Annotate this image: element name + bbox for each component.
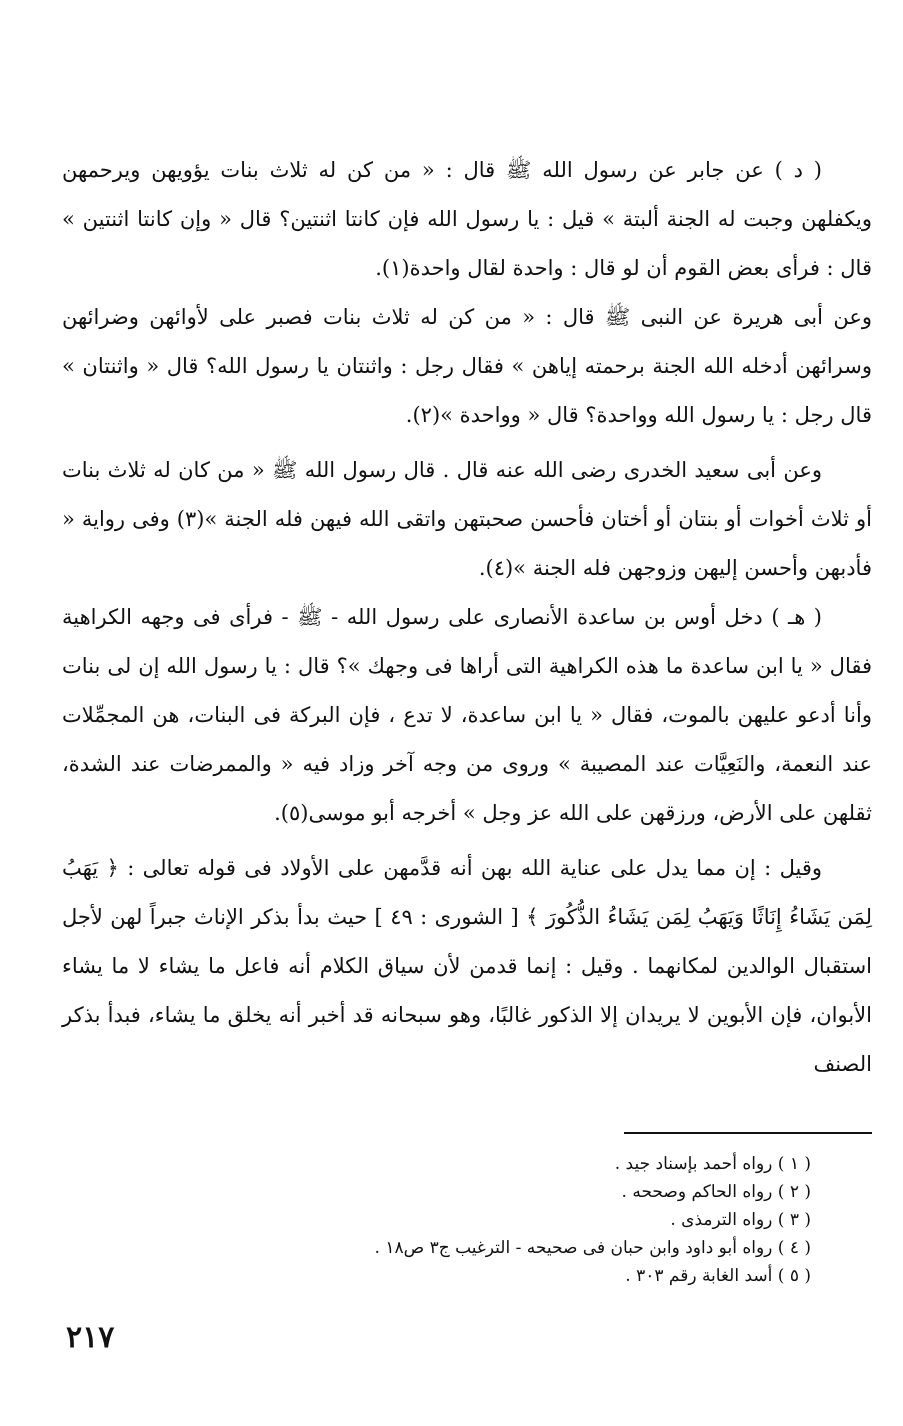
footnotes-list [251, 1150, 811, 1290]
paragraph-abu-said-hadith: وعن أبى سعيد الخدرى رضى الله عنه قال . قال رسول الله ﷺ « من كان له ثلاث بنات أو ثلاث أخوات أو بنتان أو أختان فأحسن صحبتهن واتقى الله فيهن فله الجنة »(٣) وفى رواية « فأدبهن وأحسن إليهن وزوجهن فله الجنة »(٤). [62, 458, 872, 580]
page-number: ٢١٧ [66, 1320, 115, 1355]
main-text [62, 146, 872, 1089]
paragraph-quran-commentary: وقيل : إن مما يدل على عناية الله بهن أنه قدَّمهن على الأولاد فى قوله تعالى : ﴿ يَهَبُ لِمَن يَشَاءُ إِنَاثًا وَيَهَبُ لِمَن يَشَاءُ الذُّكُورَ ﴾ [ الشورى : ٤٩ ] حيث بدأ بذكر الإناث جبراً لهن لأجل استقبال الوالدين لمكانهما . وقيل : إنما قدمن لأن سياق الكلام أنه فاعل ما يشاء لا ما يشاء الأبوان، فإن الأبوين لا يريدان إلا الذكور غالبًا، وهو سبحانه قد أخبر أنه يخلق ما يشاء، فبدأ بذكر الصنف [62, 856, 872, 1076]
footnote-1: ( ١ ) رواه أحمد بإسناد جيد . [614, 1154, 811, 1174]
footnote-5: ( ٥ ) أسد الغابة رقم ٣٠٣ . [625, 1266, 811, 1286]
paragraph-aws-ibn-saida: ( هـ ) دخل أوس بن ساعدة الأنصارى على رسول الله - ﷺ - فرأى فى وجهه الكراهية فقال « يا ابن ساعدة ما هذه الكراهية التى أراها فى وجهك »؟ قال : يا رسول الله إن لى بنات وأنا أدعو عليهن بالموت، فقال « يا ابن ساعدة، لا تدع ، فإن البركة فى البنات، هن المجمِّلات عند النعمة، والنَعِيَّات عند المصيبة » وروى من وجه آخر وزاد فيه « والممرضات عند الشدة، ثقلهن على الأرض، ورزقهن على الله عز وجل » أخرجه أبو موسى(٥). [62, 605, 872, 825]
footnote-3: ( ٣ ) رواه الترمذى . [670, 1210, 811, 1230]
footnote-4: ( ٤ ) رواه أبو داود وابن حبان فى صحيحه - الترغيب ج٣ ص١٨ . [374, 1238, 811, 1258]
paragraph-jabir-hadith: ( د ) عن جابر عن رسول الله ﷺ قال : « من كن له ثلاث بنات يؤويهن ويرحمهن ويكفلهن وجبت له الجنة ألبتة » قيل : يا رسول الله فإن كانتا اثنتين؟ قال « وإن كانتا اثنتين » قال : فرأى بعض القوم أن لو قال : واحدة لقال واحدة(١). [62, 158, 872, 280]
paragraph-abu-hurayra-hadith: وعن أبى هريرة عن النبى ﷺ قال : « من كن له ثلاث بنات فصبر على لأوائهن وضرائهن وسرائهن أدخله الله الجنة برحمته إياهن » فقال رجل : واثنتان يا رسول الله؟ قال « واثنتان » قال رجل : يا رسول الله وواحدة؟ قال « وواحدة »(٢). [62, 305, 872, 427]
footnote-separator [624, 1132, 872, 1134]
footnote-2: ( ٢ ) رواه الحاكم وصححه . [621, 1182, 811, 1202]
